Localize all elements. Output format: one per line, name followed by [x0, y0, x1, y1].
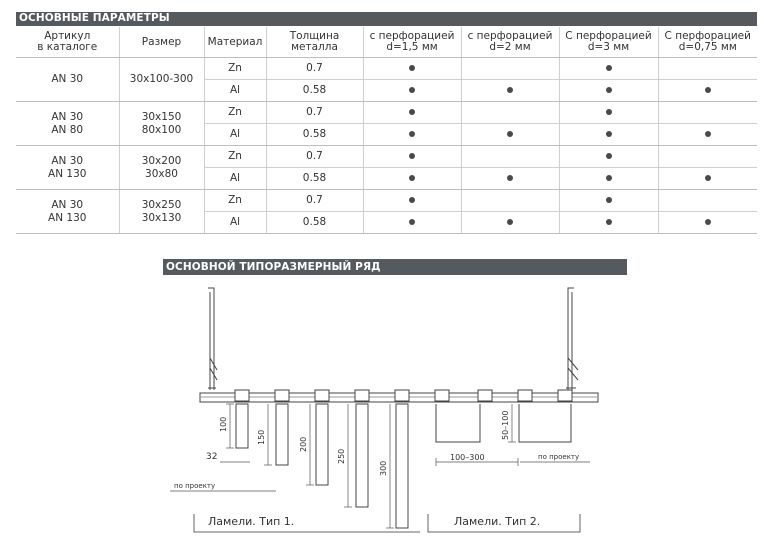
cell-perf15	[363, 168, 461, 190]
cell-perf15	[363, 146, 461, 168]
cell-perf3	[559, 146, 658, 168]
cell-perf075	[658, 212, 757, 234]
lamella-type1-300	[396, 404, 408, 528]
cell-perf15	[363, 190, 461, 212]
bullet-icon	[409, 175, 415, 181]
section-title-main-parameters: ОСНОВНЫЕ ПАРАМЕТРЫ	[16, 12, 757, 26]
cell-material: Al	[204, 212, 266, 234]
dim-spacing-type1: по проекту	[174, 482, 216, 490]
bullet-icon	[705, 219, 711, 225]
cell-thickness: 0.58	[266, 212, 363, 234]
cell-perf3	[559, 58, 658, 80]
dim-height-type2: 50–100	[501, 410, 510, 440]
cell-perf2	[461, 58, 559, 80]
cell-thickness: 0.7	[266, 58, 363, 80]
cell-perf2	[461, 212, 559, 234]
parameters-table	[16, 27, 757, 234]
lamella-diagram	[150, 280, 610, 540]
cell-perf15	[363, 102, 461, 124]
rail-clips	[235, 390, 572, 401]
lamella-type1-250	[356, 404, 368, 507]
cell-perf3	[559, 124, 658, 146]
bullet-icon	[507, 219, 513, 225]
cell-perf15	[363, 58, 461, 80]
label-type1: Ламели. Тип 1.	[208, 515, 295, 528]
label-type2: Ламели. Тип 2.	[454, 515, 541, 528]
bullet-icon	[409, 197, 415, 203]
lamella-type2-left	[436, 404, 480, 442]
cell-perf2	[461, 146, 559, 168]
dim-height-200: 200	[299, 436, 308, 452]
bullet-icon	[606, 131, 612, 137]
bullet-icon	[409, 65, 415, 71]
cell-perf2	[461, 124, 559, 146]
bullet-icon	[507, 131, 513, 137]
bullet-icon	[409, 153, 415, 159]
bullet-icon	[507, 87, 513, 93]
cell-perf075	[658, 168, 757, 190]
cell-perf15	[363, 80, 461, 102]
cell-perf2	[461, 80, 559, 102]
bullet-icon	[705, 131, 711, 137]
cell-size: 30х200 30х80	[119, 146, 204, 190]
section-title-size-range: ОСНОВНОЙ ТИПОРАЗМЕРНЫЙ РЯД	[163, 259, 627, 275]
cell-perf075	[658, 190, 757, 212]
cell-article: AN 30 AN 80	[16, 102, 119, 146]
cell-thickness: 0.58	[266, 124, 363, 146]
cell-thickness: 0.7	[266, 102, 363, 124]
header-article: Артикул в каталоге	[16, 27, 119, 58]
bullet-icon	[409, 87, 415, 93]
cell-article: AN 30 AN 130	[16, 190, 119, 234]
header-material: Материал	[204, 27, 266, 58]
bullet-icon	[606, 197, 612, 203]
header-perforation-2: с перфорацией d=2 мм	[461, 27, 559, 58]
lamella-type1-100	[236, 404, 248, 448]
cell-material: Zn	[204, 146, 266, 168]
table-row	[16, 58, 757, 80]
cell-perf3	[559, 80, 658, 102]
dim-width-32: 32	[206, 452, 218, 462]
cell-size: 30х250 30х130	[119, 190, 204, 234]
bullet-icon	[606, 87, 612, 93]
bullet-icon	[409, 219, 415, 225]
header-perforation-0-75: С перфорацией d=0,75 мм	[658, 27, 757, 58]
bullet-icon	[606, 175, 612, 181]
cell-material: Al	[204, 124, 266, 146]
cell-perf3	[559, 168, 658, 190]
cell-perf2	[461, 102, 559, 124]
cell-perf075	[658, 102, 757, 124]
bullet-icon	[606, 153, 612, 159]
cell-thickness: 0.58	[266, 80, 363, 102]
cell-perf3	[559, 190, 658, 212]
cell-thickness: 0.7	[266, 146, 363, 168]
bullet-icon	[606, 65, 612, 71]
cell-article: AN 30 AN 130	[16, 146, 119, 190]
cell-material: Zn	[204, 58, 266, 80]
cell-perf075	[658, 124, 757, 146]
dim-height-300: 300	[379, 460, 388, 476]
dim-spacing-type2: по проекту	[538, 453, 580, 461]
cell-perf2	[461, 190, 559, 212]
cell-perf3	[559, 102, 658, 124]
header-perforation-1-5: с перфорацией d=1,5 мм	[363, 27, 461, 58]
cell-material: Al	[204, 168, 266, 190]
right-hanger	[566, 288, 578, 390]
dim-width-type2: 100–300	[450, 453, 485, 462]
bullet-icon	[705, 87, 711, 93]
cell-size: 30х150 80х100	[119, 102, 204, 146]
left-hanger	[208, 288, 217, 390]
cell-perf075	[658, 80, 757, 102]
cell-perf3	[559, 212, 658, 234]
cell-thickness: 0.7	[266, 190, 363, 212]
cell-perf15	[363, 124, 461, 146]
bullet-icon	[409, 131, 415, 137]
cell-material: Zn	[204, 190, 266, 212]
cell-perf075	[658, 58, 757, 80]
table-header-row	[16, 27, 757, 58]
lamella-type1-200	[316, 404, 328, 485]
cell-perf15	[363, 212, 461, 234]
table-row	[16, 102, 757, 124]
cell-article: AN 30	[16, 58, 119, 102]
bullet-icon	[409, 109, 415, 115]
cell-material: Zn	[204, 102, 266, 124]
lamella-type1-150	[276, 404, 288, 465]
cell-size: 30х100-300	[119, 58, 204, 102]
lamella-type2-right	[519, 404, 571, 442]
header-size: Размер	[119, 27, 204, 58]
bullet-icon	[606, 219, 612, 225]
dim-height-250: 250	[337, 448, 346, 464]
cell-perf2	[461, 168, 559, 190]
cell-thickness: 0.58	[266, 168, 363, 190]
cell-perf075	[658, 146, 757, 168]
table-row	[16, 146, 757, 168]
bullet-icon	[705, 175, 711, 181]
cell-material: Al	[204, 80, 266, 102]
header-perforation-3: С перфорацией d=3 мм	[559, 27, 658, 58]
bullet-icon	[507, 175, 513, 181]
table-row	[16, 190, 757, 212]
bullet-icon	[606, 109, 612, 115]
header-thickness: Толщина металла	[266, 27, 363, 58]
dim-height-150: 150	[257, 429, 266, 445]
dim-height-100: 100	[219, 416, 228, 432]
